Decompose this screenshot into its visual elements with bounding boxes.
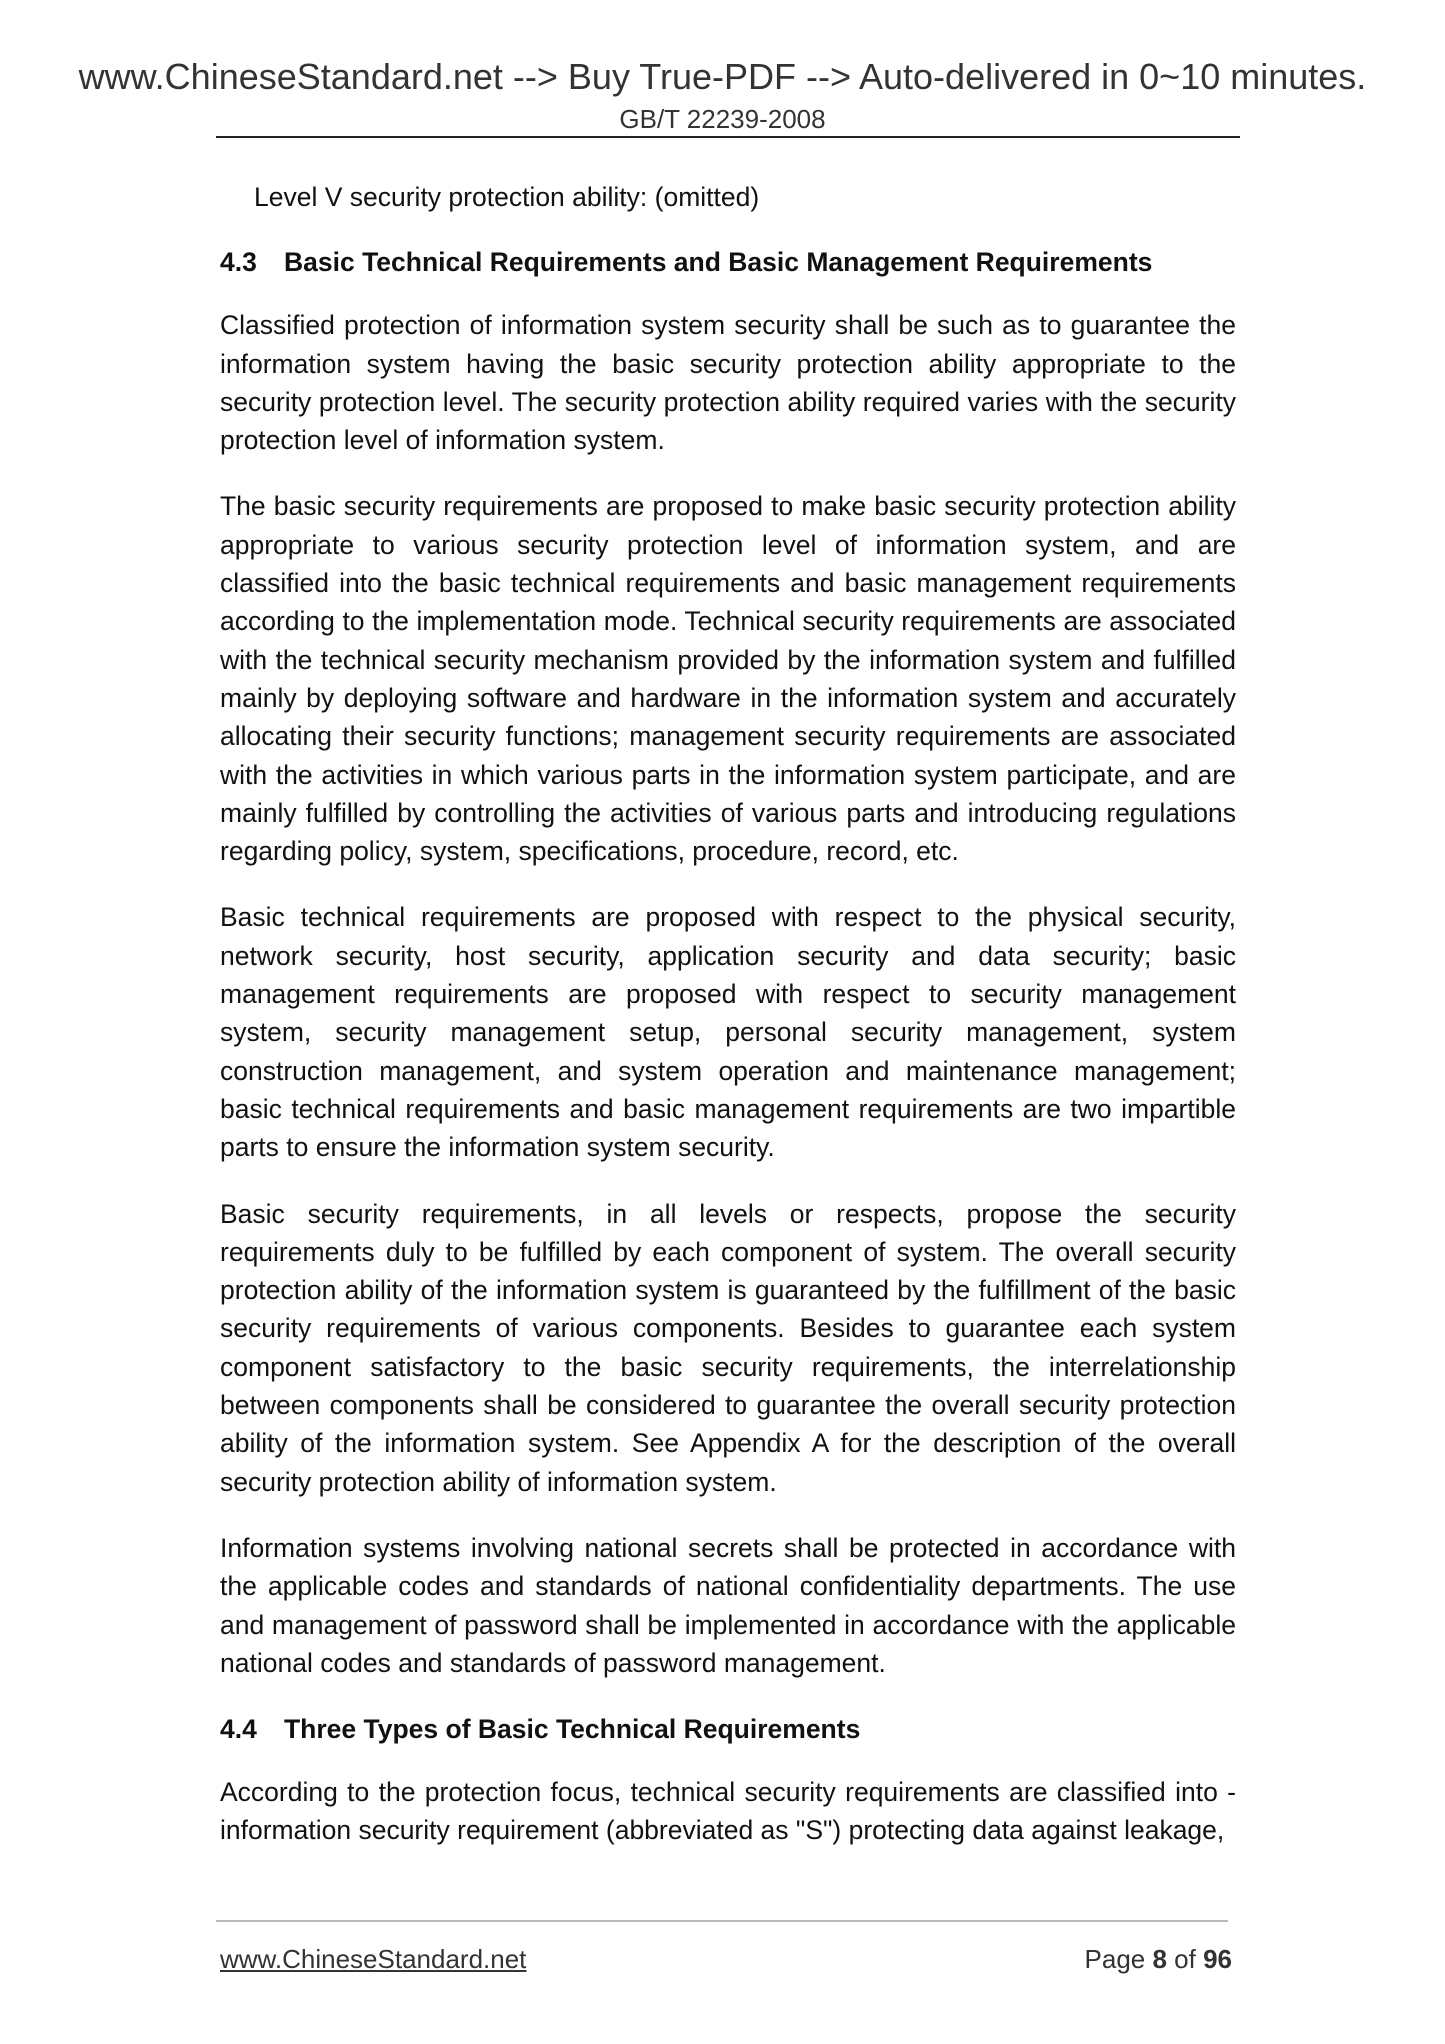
page-prefix: Page (1084, 1944, 1153, 1974)
body-paragraph: The basic security requirements are proposed to make basic security protection ability appropriate to various security protection level of information system, and are classified into the basic technical requirements and basic management requirements according to the implementation mode. Technical security requirements are associated with the technical security mechanism provided by the information system and fulfilled mainly by deploying software and hardware in the information system and accurately allocating their security functions; management security requirements are associated with the activities in which various parts in the information system participate, and are mainly fulfilled by controlling the activities of various parts and introducing regulations regarding policy, system, specifications, procedure, record, etc. (220, 491, 1236, 867)
section-number: 4.4 (220, 1714, 257, 1745)
body-paragraph: According to the protection focus, technical security requirements are classified into - information security requirement (abbreviated as "S") protecting data against leakage, (220, 1777, 1236, 1846)
intro-paragraph: Level V security protection ability: (omitted) (254, 182, 760, 212)
page-indicator (1085, 1944, 1232, 1975)
page-total: 96 (1203, 1944, 1232, 1974)
section-number: 4.3 (220, 247, 257, 278)
section-heading-4-3 (220, 243, 1236, 281)
section-heading-4-4 (220, 1710, 1236, 1748)
page-separator: of (1166, 1944, 1204, 1974)
footer-divider (216, 1920, 1228, 1922)
body-paragraph: Classified protection of information system security shall be such as to guarantee the information system having the basic security protection ability appropriate to the security protection level. The security protection ability required varies with the security protection level of information system. (220, 310, 1236, 456)
download-banner[interactable]: www.ChineseStandard.net --> Buy True-PDF --> Auto-delivered in 0~10 minutes. (78, 56, 1367, 97)
footer-site-link[interactable]: www.ChineseStandard.net (220, 1944, 527, 1974)
header-divider (216, 136, 1240, 138)
page-current: 8 (1152, 1944, 1167, 1974)
section-title: Three Types of Basic Technical Requirements (284, 1714, 861, 1745)
document-id: GB/T 22239-2008 (619, 104, 826, 134)
body-paragraph: Basic security requirements, in all levels or respects, propose the security requirements duly to be fulfilled by each component of system. The overall security protection ability of the information system is guaranteed by the fulfillment of the basic security requirements of various components. Besides to guarantee each system component satisfactory to the basic security requirements, the interrelationship between components shall be considered to guarantee the overall security protection ability of the information system. See Appendix A for the description of the overall security protection ability of information system. (220, 1198, 1236, 1497)
body-paragraph: Information systems involving national secrets shall be protected in accordance with the applicable codes and standards of national confidentiality departments. The use and management of password shall be implemented in accordance with the applicable national codes and standards of password management. (220, 1532, 1236, 1678)
page-body (220, 178, 1236, 1850)
body-paragraph: Basic technical requirements are proposed with respect to the physical security, network security, host security, application security and data security; basic management requirements are proposed with respect to security management system, security management setup, personal security management, system construction management, and system operation and maintenance management; basic technical requirements and basic management requirements are two impartible parts to ensure the information system security. (220, 902, 1236, 1163)
section-title: Basic Technical Requirements and Basic Management Requirements (284, 247, 1153, 278)
